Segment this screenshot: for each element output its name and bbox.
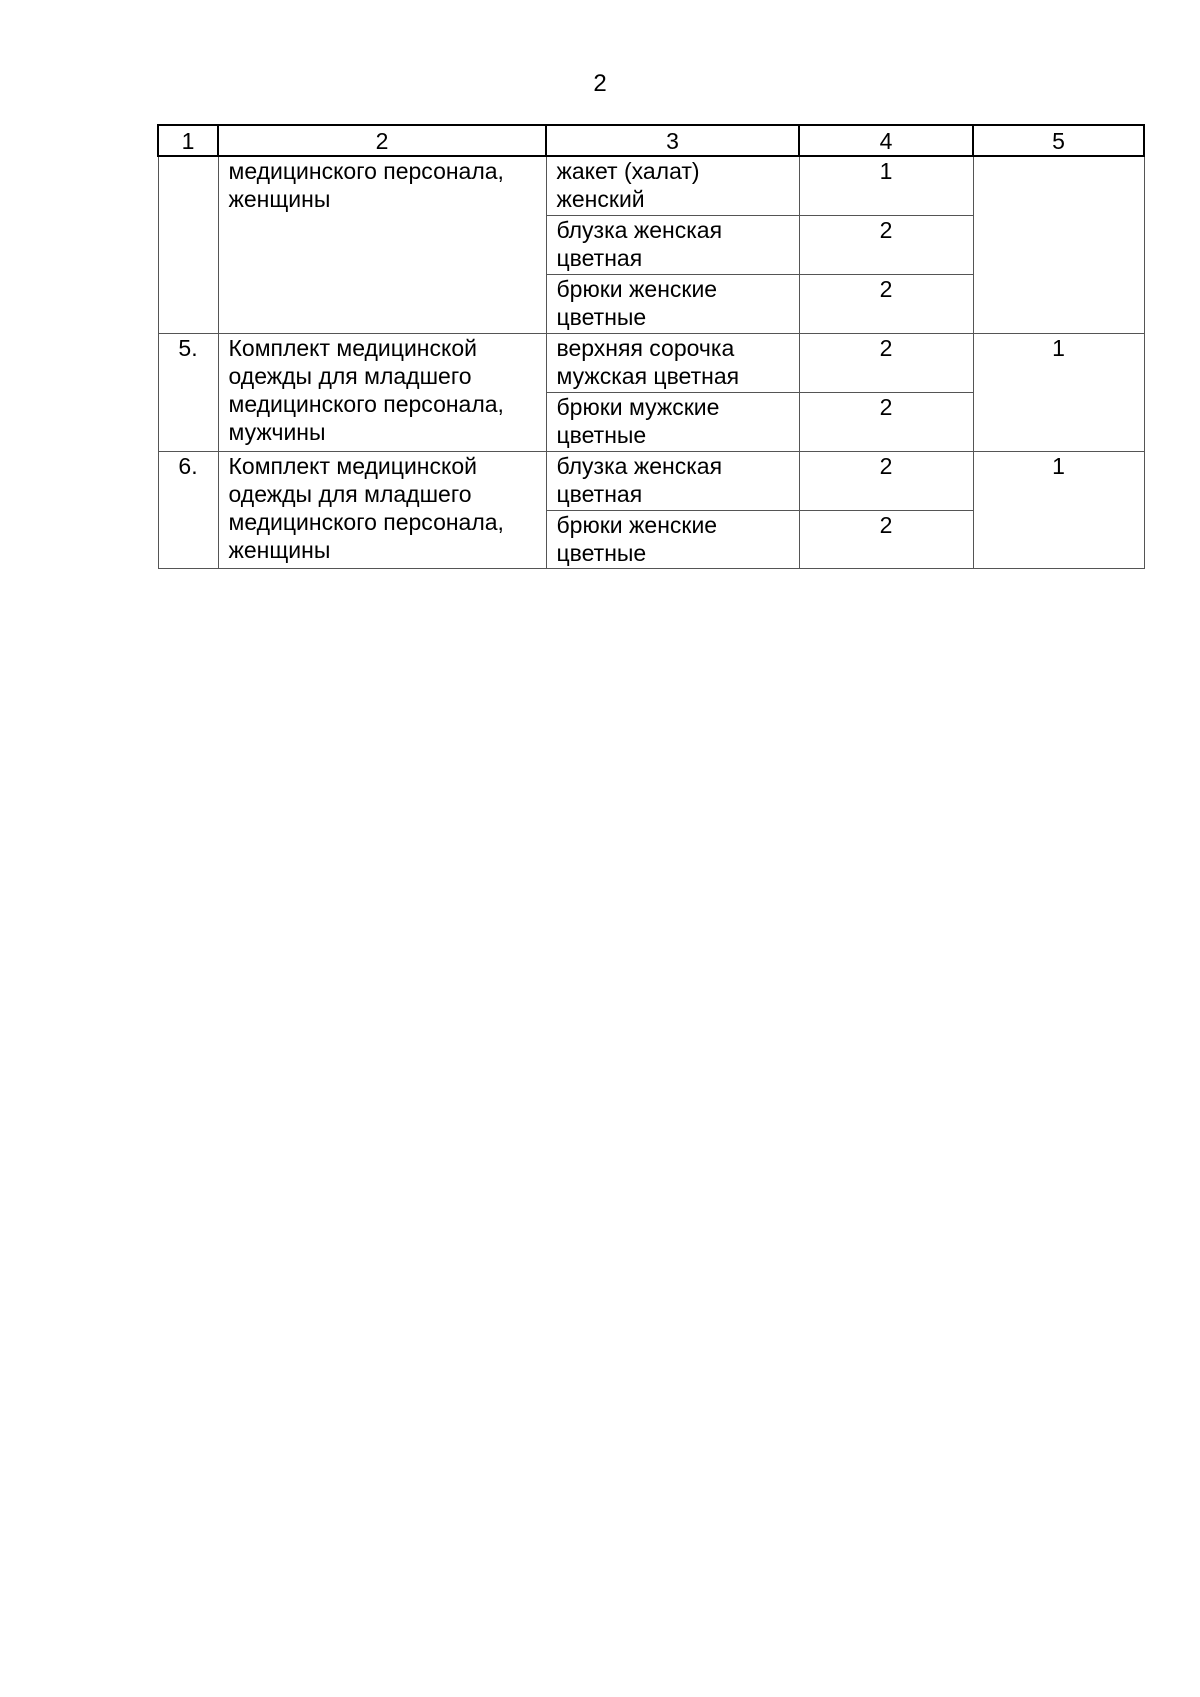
- item-name: блузка женская цветная: [546, 215, 799, 274]
- set-count: [973, 156, 1144, 333]
- header-cell: 5: [973, 125, 1144, 156]
- table-row: [158, 333, 1144, 392]
- item-name: блузка женская цветная: [546, 451, 799, 510]
- set-name-text: Комплект медицинской одежды для младшего медицинского персонала, мужчины: [228, 334, 504, 445]
- row-number: 6.: [158, 451, 218, 568]
- row-number: [158, 156, 218, 333]
- header-cell: 2: [218, 125, 546, 156]
- table-header-row: [158, 125, 1144, 156]
- header-cell: 1: [158, 125, 218, 156]
- item-qty: 2: [799, 510, 973, 568]
- header-cell: 3: [546, 125, 799, 156]
- set-count: 1: [973, 451, 1144, 568]
- item-qty: 2: [799, 215, 973, 274]
- page-number: 2: [593, 70, 607, 97]
- table-row: [158, 156, 1144, 215]
- item-qty: 2: [799, 451, 973, 510]
- set-name: [218, 333, 546, 451]
- header-cell: 4: [799, 125, 973, 156]
- item-name: брюки мужские цветные: [546, 392, 799, 451]
- item-name: верхняя сорочка мужская цветная: [546, 333, 799, 392]
- set-name-text: Комплект медицинской одежды для младшего медицинского персонала, женщины: [228, 452, 504, 563]
- item-name: брюки женские цветные: [546, 274, 799, 333]
- set-count: 1: [973, 333, 1144, 451]
- set-name: [218, 451, 546, 568]
- item-qty: 2: [799, 392, 973, 451]
- set-name-text: медицинского персонала, женщины: [228, 158, 504, 212]
- clothing-table: [157, 124, 1145, 569]
- set-name: [218, 156, 546, 333]
- item-qty: 2: [799, 274, 973, 333]
- item-qty: 2: [799, 333, 973, 392]
- item-qty: 1: [799, 156, 973, 215]
- row-number: 5.: [158, 333, 218, 451]
- item-name: брюки женские цветные: [546, 510, 799, 568]
- table-row: [158, 451, 1144, 510]
- item-name: жакет (халат) женский: [546, 156, 799, 215]
